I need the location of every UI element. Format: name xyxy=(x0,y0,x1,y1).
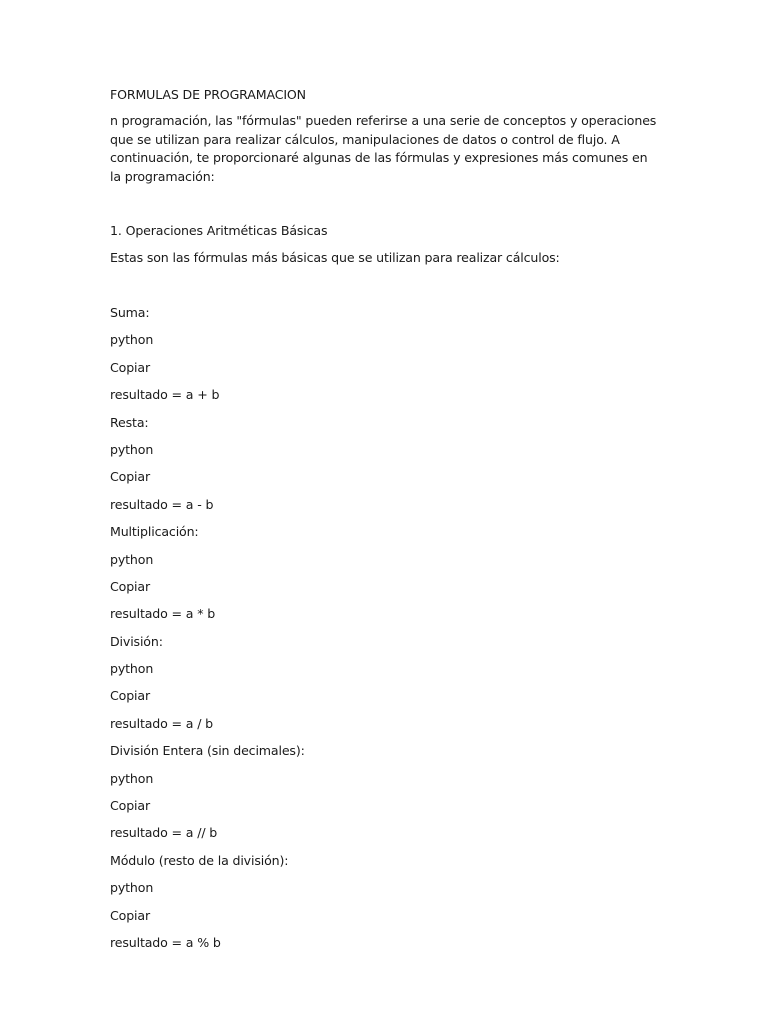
intro-paragraph: n programación, las "fórmulas" pueden referirse a una serie de conceptos y operaciones que se utilizan para realizar cálculos, manipulaciones de datos o control de flujo. A continuación, te proporcionaré algunas de las fórmulas y expresiones más comunes en la programación: xyxy=(110,113,657,184)
operation-block-division-entera xyxy=(110,742,662,842)
code-line: resultado = a + b xyxy=(110,387,220,403)
operation-block-multiplicacion xyxy=(110,523,662,623)
code-language-label: python xyxy=(110,332,154,348)
copy-label: Copiar xyxy=(110,578,150,594)
operation-name: Multiplicación: xyxy=(110,524,199,540)
code-language-label: python xyxy=(110,441,154,457)
code-line: resultado = a // b xyxy=(110,825,218,841)
operation-name: Resta: xyxy=(110,414,149,430)
code-line: resultado = a * b xyxy=(110,606,216,622)
operation-name: Módulo (resto de la división): xyxy=(110,852,289,868)
operation-name: División: xyxy=(110,633,163,649)
copy-label: Copiar xyxy=(110,469,150,485)
document-content xyxy=(110,86,662,961)
code-language-label: python xyxy=(110,880,154,896)
copy-label: Copiar xyxy=(110,907,150,923)
section-heading: 1. Operaciones Aritméticas Básicas xyxy=(110,223,328,238)
copy-label: Copiar xyxy=(110,688,150,704)
operation-block-resta xyxy=(110,414,662,514)
copy-label: Copiar xyxy=(110,359,150,375)
copy-label: Copiar xyxy=(110,798,150,814)
operation-block-modulo xyxy=(110,852,662,952)
code-line: resultado = a % b xyxy=(110,934,221,950)
operation-name: Suma: xyxy=(110,305,150,320)
code-line: resultado = a - b xyxy=(110,496,214,512)
operation-block-division xyxy=(110,633,662,733)
code-language-label: python xyxy=(110,551,154,567)
document-title: FORMULAS DE PROGRAMACION xyxy=(110,87,306,102)
code-line: resultado = a / b xyxy=(110,715,214,731)
section-intro: Estas son las fórmulas más básicas que se utilizan para realizar cálculos: xyxy=(110,250,560,265)
operation-name: División Entera (sin decimales): xyxy=(110,743,305,759)
code-language-label: python xyxy=(110,770,154,786)
operation-block-suma xyxy=(110,304,662,404)
code-language-label: python xyxy=(110,661,154,677)
